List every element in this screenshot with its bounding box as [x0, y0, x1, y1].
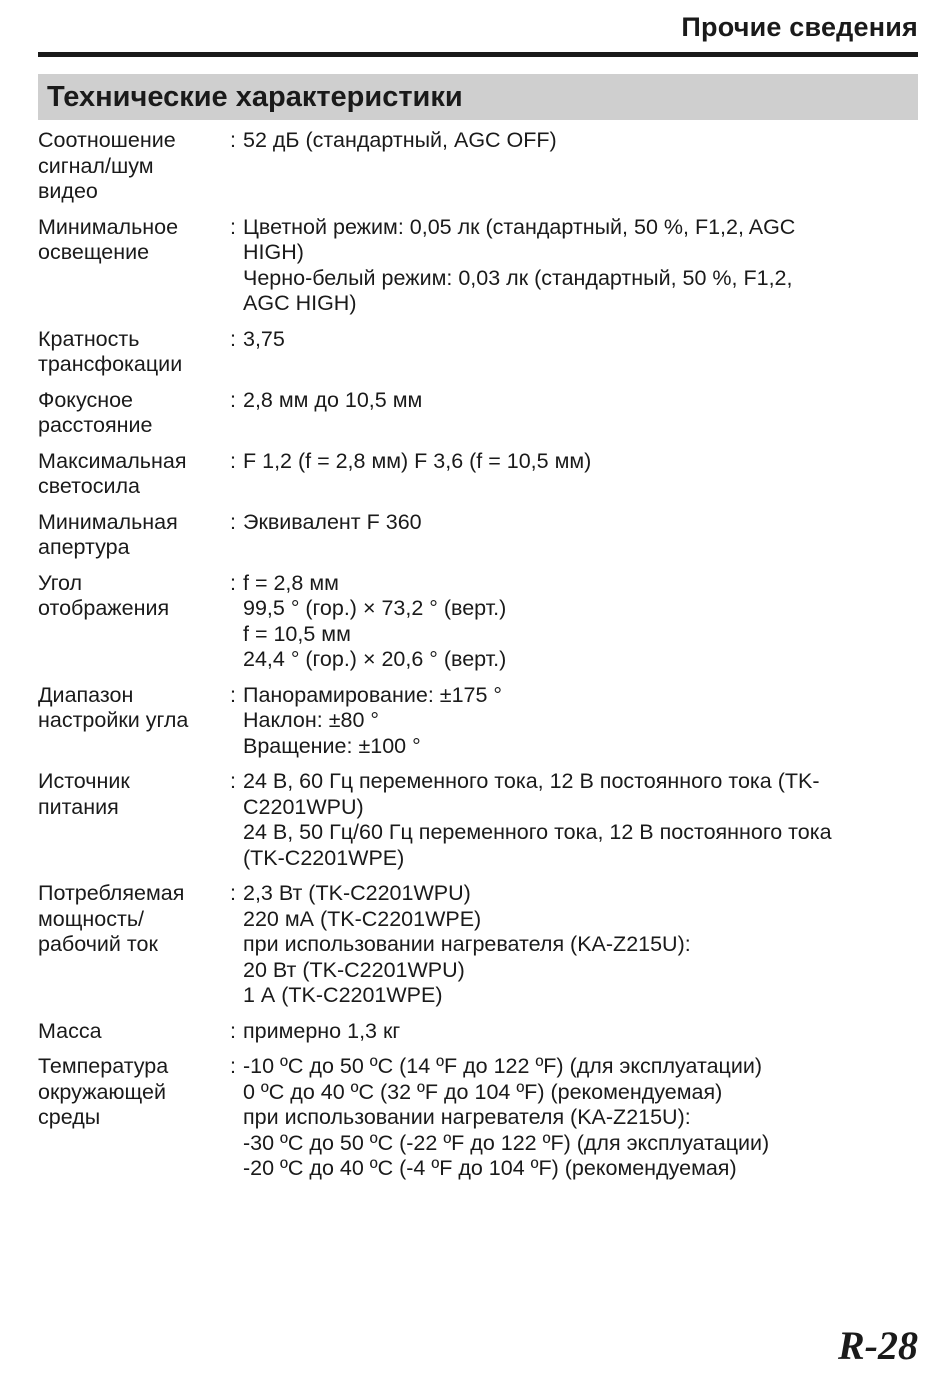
spec-value-line: -10 ºC до 50 ºC (14 ºF до 122 ºF) (для эксплуатации): [243, 1054, 763, 1078]
spec-value-line: примерно 1,3 кг: [243, 1018, 401, 1043]
spec-label: [38, 1019, 230, 1045]
spec-values: [243, 327, 918, 378]
spec-label-line: Минимальная: [38, 509, 178, 534]
page-number: R-28: [838, 1323, 918, 1368]
spec-value-line: 2,3 Вт (TK-C2201WPU): [243, 881, 471, 905]
spec-value-line: 99,5 ° (гор.) × 73,2 ° (верт.): [243, 596, 507, 620]
spec-row: [38, 683, 918, 760]
spec-row: [38, 327, 918, 378]
spec-value-line: -30 ºC до 50 ºC (-22 ºF до 122 ºF) (для эксплуатации): [243, 1130, 770, 1155]
spec-label-line: апертура: [38, 535, 130, 559]
spec-value-line: 1 А (TK-C2201WPE): [243, 983, 443, 1007]
spec-label-line: Соотношение: [38, 128, 176, 152]
spec-label-line: сигнал/шум: [38, 153, 154, 178]
spec-value-line: Черно-белый режим: 0,03 лк (стандартный, 50 %, F1,2,: [243, 265, 793, 290]
spec-value-line: -20 ºC до 40 ºC (-4 ºF до 104 ºF) (рекомендуемая): [243, 1156, 737, 1180]
spec-label-line: рабочий ток: [38, 932, 158, 956]
spec-separator: :: [230, 128, 236, 152]
header-divider: [38, 52, 918, 57]
spec-label-line: Фокусное: [38, 387, 133, 412]
spec-label-line: видео: [38, 179, 98, 203]
spec-separator: :: [230, 769, 236, 793]
spec-value-line: при использовании нагревателя (KA-Z215U):: [243, 932, 691, 956]
spec-label: [38, 571, 230, 673]
spec-label-line: Минимальное: [38, 214, 179, 239]
spec-label: [38, 449, 230, 500]
spec-value-line: 20 Вт (TK-C2201WPU): [243, 957, 465, 982]
spec-value-line: Наклон: ±80 °: [243, 708, 379, 732]
spec-row: [38, 510, 918, 561]
spec-separator: :: [230, 387, 236, 412]
spec-value-line: 24 В, 50 Гц/60 Гц переменного тока, 12 В постоянного тока: [243, 820, 832, 844]
spec-label-line: настройки угла: [38, 708, 189, 732]
spec-separator: :: [230, 881, 236, 905]
spec-label-line: освещение: [38, 240, 150, 264]
spec-row: [38, 571, 918, 673]
spec-value-line: 24,4 ° (гор.) × 20,6 ° (верт.): [243, 647, 507, 671]
spec-row: [38, 1019, 918, 1045]
spec-values: [243, 683, 918, 760]
spec-value-line: 0 ºC до 40 ºC (32 ºF до 104 ºF) (рекомендуемая): [243, 1079, 723, 1104]
section-header: Прочие сведения: [681, 12, 918, 42]
spec-value-line: f = 10,5 мм: [243, 621, 351, 646]
spec-value-line: Панорамирование: ±175 °: [243, 682, 503, 707]
spec-label-line: Кратность: [38, 326, 140, 351]
spec-label: [38, 1054, 230, 1182]
spec-label: [38, 881, 230, 1009]
spec-values: [243, 1019, 918, 1045]
spec-label-line: питания: [38, 794, 119, 819]
spec-value-line: 220 мА (TK-C2201WPE): [243, 906, 482, 931]
spec-row: [38, 449, 918, 500]
spec-separator: :: [230, 448, 236, 473]
spec-row: [38, 388, 918, 439]
spec-value-line: Цветной режим: 0,05 лк (стандартный, 50 %, F1,2, AGC: [243, 214, 796, 239]
spec-separator: :: [230, 214, 236, 239]
spec-value-line: при использовании нагревателя (KA-Z215U):: [243, 1105, 691, 1129]
spec-label-line: среды: [38, 1105, 101, 1129]
spec-label: [38, 769, 230, 871]
spec-values: [243, 449, 918, 500]
spec-label-line: Температура: [38, 1054, 169, 1078]
spec-label-line: расстояние: [38, 413, 153, 437]
spec-separator: :: [230, 682, 236, 707]
spec-label: [38, 128, 230, 205]
spec-value-line: AGC HIGH): [243, 291, 357, 315]
spec-value-line: 24 В, 60 Гц переменного тока, 12 В постоянного тока (TK-: [243, 769, 820, 793]
spec-row: [38, 881, 918, 1009]
spec-values: [243, 215, 918, 317]
spec-separator: :: [230, 570, 236, 595]
spec-values: [243, 388, 918, 439]
spec-label: [38, 327, 230, 378]
spec-values: [243, 769, 918, 871]
spec-separator: :: [230, 1054, 236, 1078]
spec-value-line: (TK-C2201WPE): [243, 845, 405, 870]
spec-value-line: 2,8 мм до 10,5 мм: [243, 387, 423, 412]
spec-label-line: Максимальная: [38, 448, 187, 473]
spec-value-line: F 1,2 (f = 2,8 мм) F 3,6 (f = 10,5 мм): [243, 448, 592, 473]
spec-value-line: Эквивалент F 360: [243, 509, 422, 534]
spec-separator: :: [230, 1018, 236, 1043]
spec-row: [38, 1054, 918, 1182]
spec-values: [243, 1054, 918, 1182]
spec-label-line: светосила: [38, 474, 140, 498]
spec-value-line: 52 дБ (стандартный, AGC OFF): [243, 128, 557, 152]
spec-label: [38, 683, 230, 760]
spec-label-line: Потребляемая: [38, 881, 185, 905]
spec-value-line: Вращение: ±100 °: [243, 733, 421, 758]
spec-value-line: C2201WPU): [243, 794, 364, 819]
spec-label-line: Угол: [38, 570, 83, 595]
spec-value-line: HIGH): [243, 240, 304, 264]
spec-values: [243, 510, 918, 561]
spec-row: [38, 128, 918, 205]
spec-label: [38, 388, 230, 439]
spec-label-line: Источник: [38, 769, 130, 793]
spec-label-line: Масса: [38, 1018, 102, 1043]
section-title-bar: [38, 74, 918, 120]
spec-label-line: отображения: [38, 596, 170, 620]
page-title: Технические характеристики: [47, 81, 463, 113]
spec-row: [38, 769, 918, 871]
spec-table: [38, 128, 918, 1192]
spec-label-line: трансфокации: [38, 352, 183, 376]
spec-values: [243, 881, 918, 1009]
spec-label-line: Диапазон: [38, 682, 134, 707]
spec-label: [38, 510, 230, 561]
spec-separator: :: [230, 326, 236, 351]
spec-value-line: f = 2,8 мм: [243, 570, 339, 595]
spec-label: [38, 215, 230, 317]
spec-values: [243, 128, 918, 205]
spec-row: [38, 215, 918, 317]
spec-values: [243, 571, 918, 673]
spec-value-line: 3,75: [243, 326, 285, 351]
spec-separator: :: [230, 509, 236, 534]
spec-label-line: окружающей: [38, 1079, 166, 1104]
spec-label-line: мощность/: [38, 906, 145, 931]
